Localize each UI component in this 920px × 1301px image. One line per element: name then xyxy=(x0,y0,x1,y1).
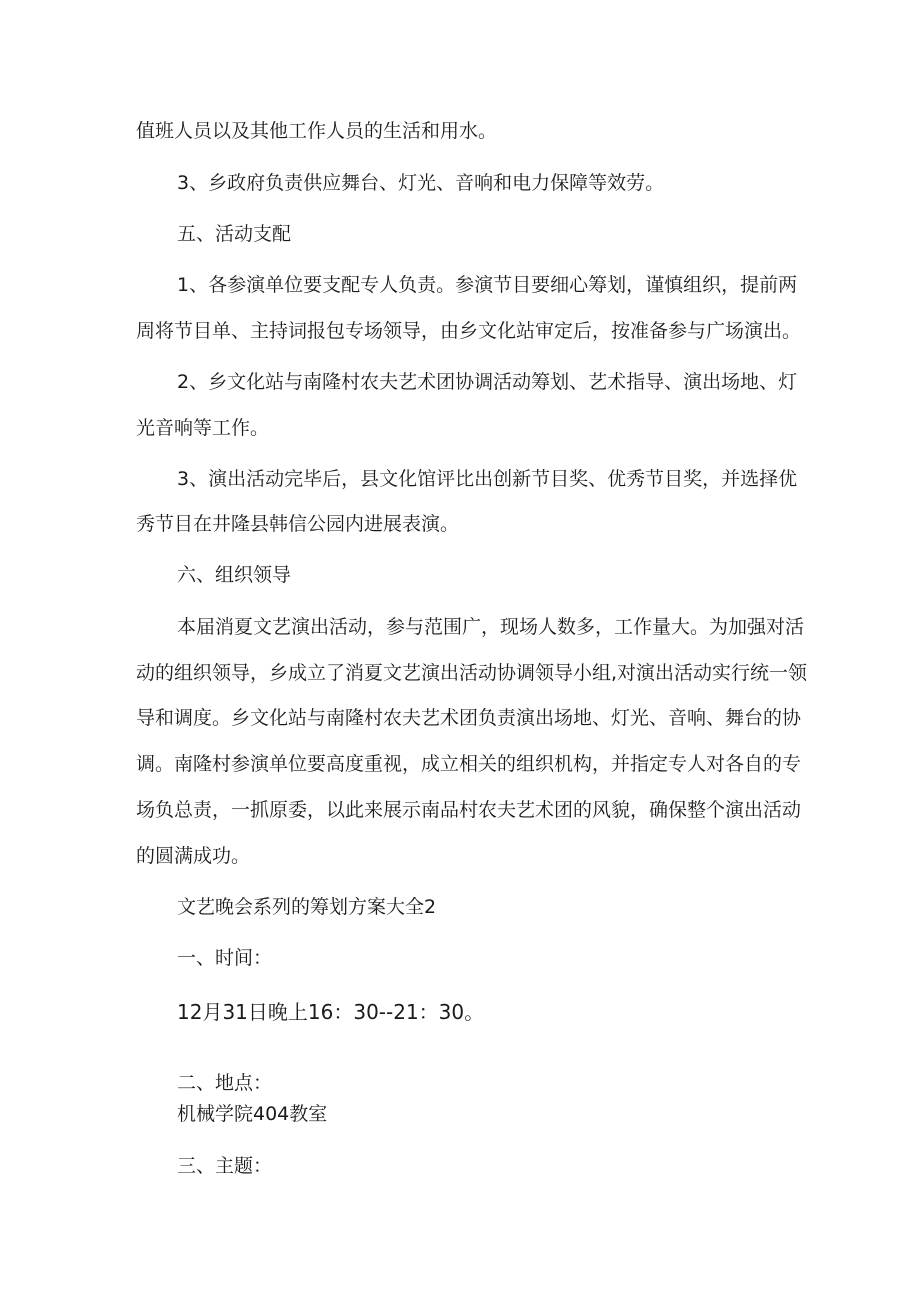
document-title-2: 文艺晚会系列的筹划方案大全2 xyxy=(177,896,437,918)
list-item-2-line-2: 光音响等工作。 xyxy=(136,417,270,439)
organization-paragraph-line-4: 调。南隆村参演单位要高度重视，成立相关的组织机构，并指定专人对各自的专 xyxy=(136,753,802,775)
time-value: 12月31日晚上16：30--21：30。 xyxy=(177,1000,485,1024)
organization-paragraph-line-5: 场负总责，一抓原委，以此来展示南品村农夫艺术团的风貌，确保整个演出活动 xyxy=(136,799,802,821)
section-heading-time: 一、时间： xyxy=(177,947,273,969)
paragraph-line-1: 值班人员以及其他工作人员的生活和用水。 xyxy=(136,120,498,142)
section-heading-theme: 三、主题： xyxy=(177,1155,273,1177)
list-item-1-line-2: 周将节目单、主持词报包专场领导，由乡文化站审定后，按准备参与广场演出。 xyxy=(136,320,802,342)
list-item-3-services: 3、乡政府负责供应舞台、灯光、音响和电力保障等效劳。 xyxy=(177,172,665,194)
section-heading-activity-arrangement: 五、活动支配 xyxy=(177,223,292,245)
organization-paragraph-line-2: 动的组织领导，乡成立了消夏文艺演出活动协调领导小组,对演出活动实行统一领 xyxy=(136,662,808,684)
list-item-2-line-1: 2、乡文化站与南隆村农夫艺术团协调活动筹划、艺术指导、演出场地、灯 xyxy=(177,371,798,393)
organization-paragraph-line-1: 本届消夏文艺演出活动，参与范围广，现场人数多，工作量大。为加强对活 xyxy=(177,616,805,638)
organization-paragraph-line-3: 导和调度。乡文化站与南隆村农夫艺术团负责演出场地、灯光、音响、舞台的协 xyxy=(136,707,802,729)
section-heading-location: 二、地点： xyxy=(177,1072,273,1094)
organization-paragraph-line-6: 的圆满成功。 xyxy=(136,845,251,867)
list-item-3-line-2: 秀节目在井隆县韩信公园内进展表演。 xyxy=(136,513,460,535)
location-value: 机械学院404教室 xyxy=(177,1103,328,1125)
list-item-3-line-1: 3、演出活动完毕后，县文化馆评比出创新节目奖、优秀节目奖，并选择优 xyxy=(177,468,798,490)
section-heading-organization: 六、组织领导 xyxy=(177,564,292,586)
list-item-1-line-1: 1、各参演单位要支配专人负责。参演节目要细心筹划，谨慎组织，提前两 xyxy=(177,274,798,296)
